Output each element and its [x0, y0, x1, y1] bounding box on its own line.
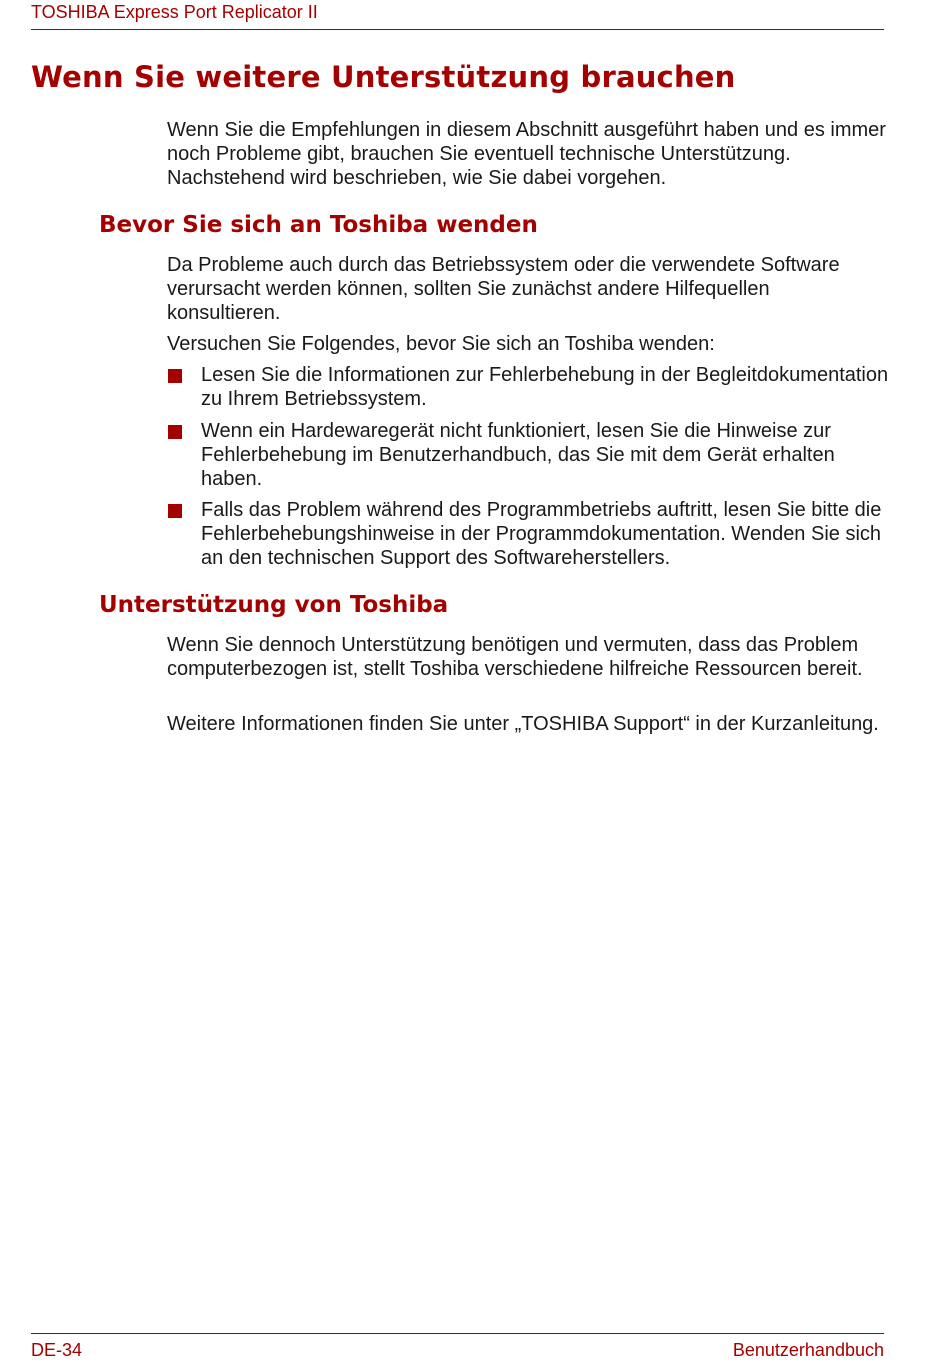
section-title-before-contacting: Bevor Sie sich an Toshiba wenden [99, 212, 538, 238]
list-item-text: Lesen Sie die Informationen zur Fehlerbehebung in der Begleitdokumentation zu Ihrem Betriebssystem. [201, 364, 889, 410]
square-bullet-icon [168, 369, 182, 383]
list-item-text: Wenn ein Hardewaregerät nicht funktioniert, lesen Sie die Hinweise zur Fehlerbehebung im Benutzerhandbuch, das Sie mit dem Gerät erhalten haben. [201, 420, 835, 490]
page-title: Wenn Sie weitere Unterstützung brauchen [31, 60, 736, 94]
footer-divider [31, 1333, 884, 1334]
header-divider [31, 29, 884, 30]
list-item-text: Falls das Problem während des Programmbetriebs auftritt, lesen Sie bitte die Fehlerbehebungshinweise in der Programmdokumentation. Wenden Sie sich an den technischen Support des Softwareherstellers. [201, 499, 882, 569]
intro-paragraph: Wenn Sie die Empfehlungen in diesem Abschnitt ausgeführt haben und es immer noch Probleme gibt, brauchen Sie eventuell technische Unterstützung. Nachstehend wird beschrieben, wie Sie dabei vorgehen. [167, 119, 886, 189]
section-paragraph: Versuchen Sie Folgendes, bevor Sie sich an Toshiba wenden: [167, 333, 715, 355]
page-number: DE-34 [31, 1340, 83, 1360]
section-paragraph: Weitere Informationen finden Sie unter „TOSHIBA Support“ in der Kurzanleitung. [167, 713, 879, 735]
section-paragraph: Da Probleme auch durch das Betriebssystem oder die verwendete Software verursacht werden können, sollten Sie zunächst andere Hilfequellen konsultieren. [167, 254, 840, 324]
square-bullet-icon [168, 504, 182, 518]
square-bullet-icon [168, 425, 182, 439]
section-title-toshiba-support: Unterstützung von Toshiba [99, 592, 449, 618]
document-name: Benutzerhandbuch [732, 1340, 884, 1360]
running-header: TOSHIBA Express Port Replicator II [31, 2, 318, 22]
section-paragraph: Wenn Sie dennoch Unterstützung benötigen und vermuten, dass das Problem computerbezogen ist, stellt Toshiba verschiedene hilfreiche Ressourcen bereit. [167, 634, 863, 680]
